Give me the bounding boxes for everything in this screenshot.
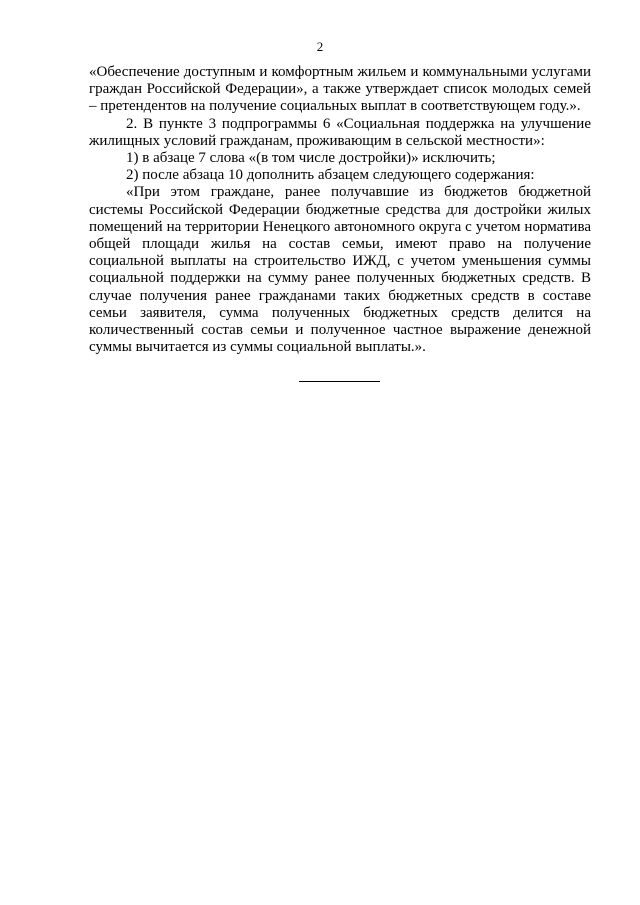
page-number: 2 [316,39,324,54]
end-divider-line [299,381,380,382]
paragraph-amendment-item-2: 2. В пункте 3 подпрограммы 6 «Социальная поддержка на улучшение жилищных условий гражданам, проживающим в сельской местности»: [89,115,591,149]
paragraph-inserted-text: «При этом граждане, ранее получавшие из бюджетов бюджетной системы Российской Федерации бюджетные средства для достройки жилых помещений на территории Ненецкого автономного округа с учетом норматива общей площади жилья на состав семьи, имеют право на получение социальной выплаты на строительство ИЖД, с учетом уменьшения суммы социальной поддержки на сумму ранее полученных бюджетных средств. В случае получения ранее гражданами таких бюджетных средств в составе семьи заявителя, сумма полученных бюджетных средств делится на количественный состав семьи и полученное частное выражение денежной суммы вычитается из суммы социальной выплаты.». [89,184,591,356]
paragraph-subitem-2: 2) после абзаца 10 дополнить абзацем следующего содержания: [126,167,535,184]
document-body [89,64,591,356]
paragraph-subprogram-title-continuation: «Обеспечение доступным и комфортным жильем и коммунальными услугами граждан Российской Федерации», а также утверждает список молодых семей – претендентов на получение социальных выплат в соответствующем году.». [89,64,591,115]
paragraph-subitem-1: 1) в абзаце 7 слова «(в том числе достройки)» исключить; [126,150,496,167]
